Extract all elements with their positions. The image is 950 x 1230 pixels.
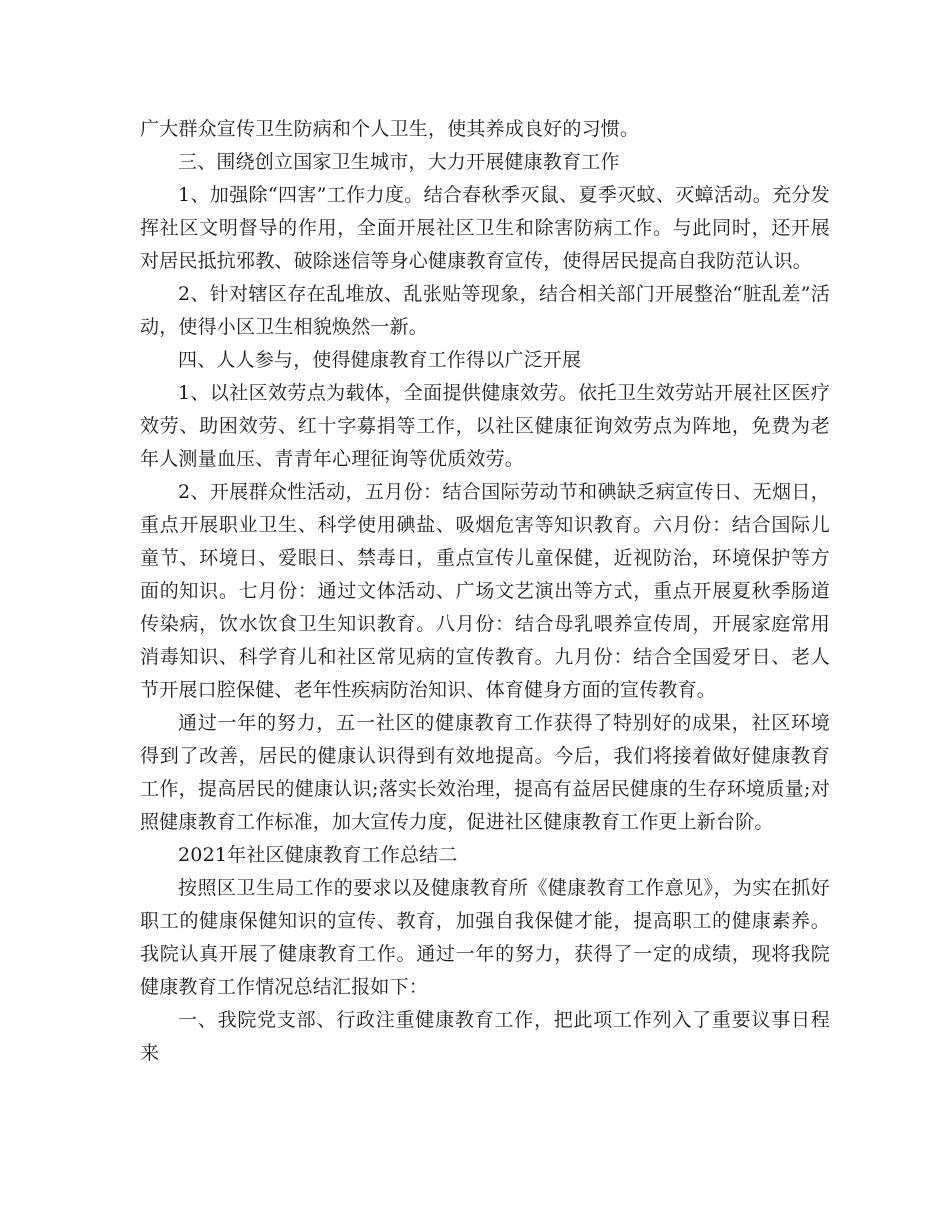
paragraph: 广大群众宣传卫生防病和个人卫生，使其养成良好的习惯。 [140,118,640,140]
paragraph: 通过一年的努力，五一社区的健康教育工作获得了特别好的成果，社区环境得到了改善，居民的健康认识得到有效地提高。今后，我们将接着做好健康教育工作，提高居民的健康认识;落实长效治理，提高有益居民健康的生存环境质量;对照健康教育工作标准，加大宣传力度，促进社区健康教育工作更上新台阶。 [140,712,830,833]
paragraph: 1、以社区效劳点为载体，全面提供健康效劳。依托卫生效劳站开展社区医疗效劳、助困效劳、红十字募捐等工作，以社区健康征询效劳点为阵地，免费为老年人测量血压、青青年心理征询等优质效劳。 [140,382,830,470]
section-heading: 一、我院党支部、行政注重健康教育工作，把此项工作列入了重要议事日程来 [140,1009,830,1064]
document-body [140,113,830,1070]
section-heading: 三、围绕创立国家卫生城市，大力开展健康教育工作 [178,151,620,173]
paragraph: 按照区卫生局工作的要求以及健康教育所《健康教育工作意见》，为实在抓好职工的健康保健知识的宣传、教育，加强自我保健才能，提高职工的健康素养。我院认真开展了健康教育工作。通过一年的努力，获得了一定的成绩，现将我院健康教育工作情况总结汇报如下： [140,877,830,998]
paragraph: 1、加强除“四害”工作力度。结合春秋季灭鼠、夏季灭蚊、灭蟑活动。充分发挥社区文明督导的作用，全面开展社区卫生和除害防病工作。与此同时，还开展对居民抵抗邪教、破除迷信等身心健康教育宣传，使得居民提高自我防范认识。 [140,184,830,272]
paragraph: 2、针对辖区存在乱堆放、乱张贴等现象，结合相关部门开展整治“脏乱差”活动，使得小区卫生相貌焕然一新。 [140,283,830,338]
document-subtitle: 2021年社区健康教育工作总结二 [178,844,458,866]
paragraph: 2、开展群众性活动，五月份：结合国际劳动节和碘缺乏病宣传日、无烟日，重点开展职业卫生、科学使用碘盐、吸烟危害等知识教育。六月份：结合国际儿童节、环境日、爱眼日、禁毒日，重点宣传儿童保健，近视防治，环境保护等方面的知识。七月份：通过文体活动、广场文艺演出等方式，重点开展夏秋季肠道传染病，饮水饮食卫生知识教育。八月份：结合母乳喂养宣传周，开展家庭常用消毒知识、科学育儿和社区常见病的宣传教育。九月份：结合全国爱牙日、老人节开展口腔保健、老年性疾病防治知识、体育健身方面的宣传教育。 [140,481,830,701]
section-heading: 四、人人参与，使得健康教育工作得以广泛开展 [178,349,582,371]
